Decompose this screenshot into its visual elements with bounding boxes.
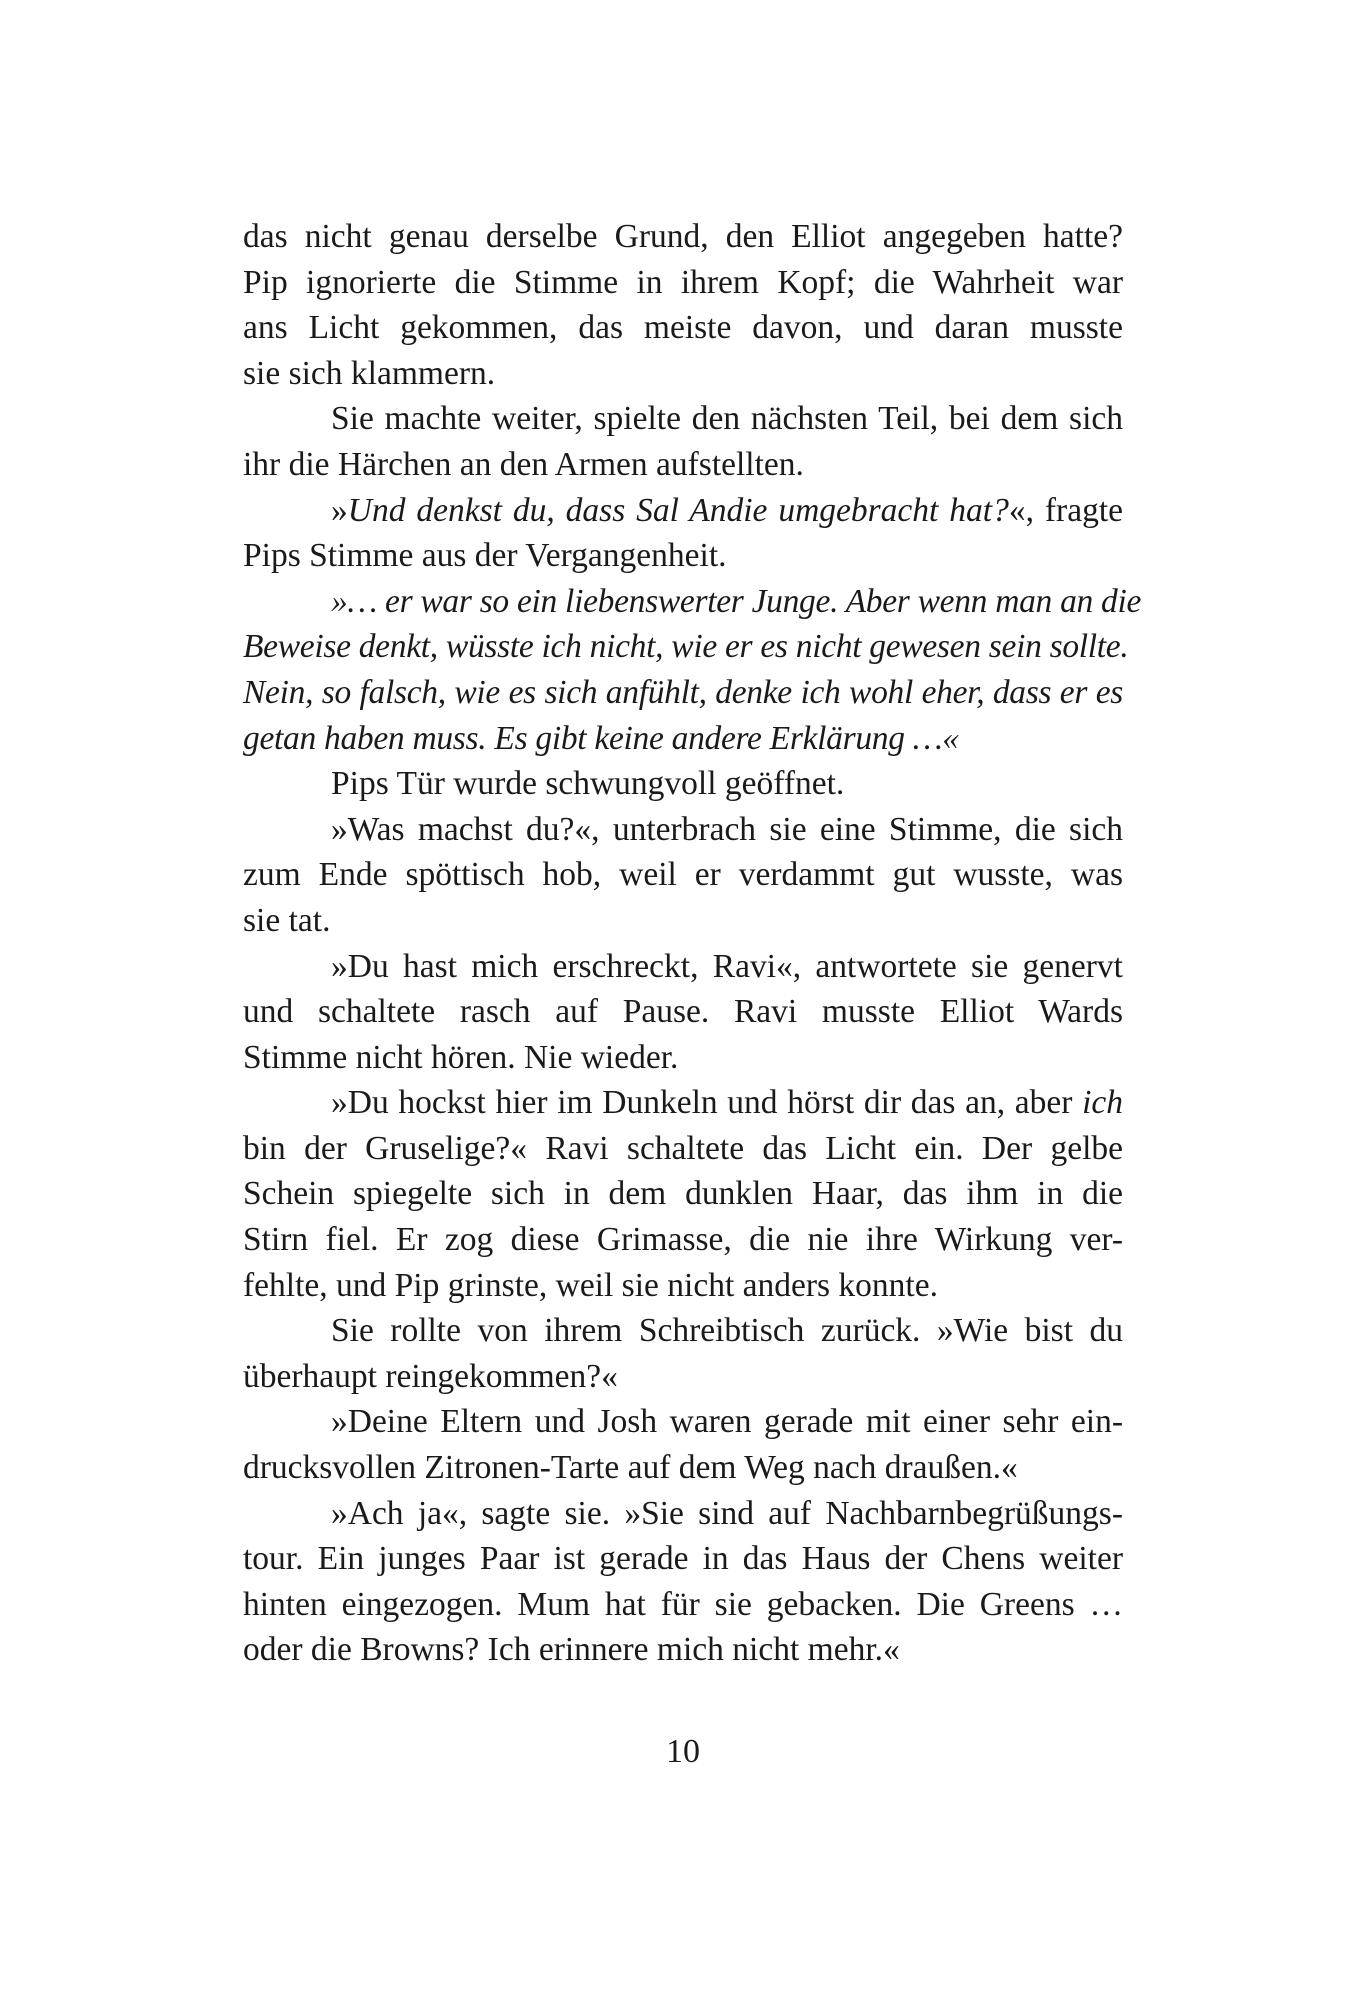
text-line: Pip ignorierte die Stimme in ihrem Kopf; die Wahrheit war (243, 263, 1123, 301)
text-line: »Deine Eltern und Josh waren gerade mit einer sehr ein- (331, 1403, 1123, 1441)
italic-quote: Und denkst du, dass Sal Andie umgebracht hat? (347, 491, 1009, 529)
paragraph-2 (243, 396, 1123, 487)
paragraph-1 (243, 214, 1123, 396)
paragraph-9 (243, 1308, 1123, 1399)
text-line: ans Licht gekommen, das meiste davon, und daran musste (243, 309, 1123, 347)
text-line (287, 488, 1123, 534)
text-line: zum Ende spöttisch hob, weil er verdammt gut wusste, was (243, 856, 1123, 894)
paragraph-4 (243, 579, 1142, 761)
text-line: Pips Stimme aus der Vergangenheit. (243, 537, 727, 575)
text-line: Stirn fiel. Er zog diese Grimasse, die nie ihre Wirkung ver- (243, 1221, 1123, 1259)
text-line: überhaupt reingekommen?« (243, 1357, 618, 1395)
text-line: sie tat. (243, 901, 331, 939)
text-line: »… er war so ein liebenswerter Junge. Aber wenn man an die (331, 582, 1142, 620)
paragraph-11 (243, 1491, 1123, 1673)
text-line: Schein spiegelte sich in dem dunklen Haar, das ihm in die (243, 1175, 1123, 1213)
text-line: fehlte, und Pip grinste, weil sie nicht anders konnte. (243, 1266, 938, 1304)
text-line: bin der Gruselige?« Ravi schaltete das Licht ein. Der gelbe (243, 1129, 1123, 1167)
paragraph-6 (243, 807, 1123, 944)
text-line: drucksvollen Zitronen-Tarte auf dem Weg nach draußen.« (243, 1449, 1018, 1487)
body-text (243, 214, 1142, 1673)
text-line: Sie machte weiter, spielte den nächsten Teil, bei dem sich (331, 400, 1123, 438)
text-line: »Ach ja«, sagte sie. »Sie sind auf Nachbarnbegrüßungs- (331, 1494, 1123, 1532)
text-line: oder die Browns? Ich erinnere mich nicht mehr.« (243, 1631, 900, 1669)
page-number: 10 (666, 1733, 700, 1770)
text-line (287, 1080, 1123, 1126)
paragraph-10 (243, 1399, 1123, 1490)
text-line: Stimme nicht hören. Nie wieder. (243, 1038, 679, 1076)
paragraph-7 (243, 944, 1123, 1081)
text-line: Pips Tür wurde schwungvoll geöffnet. (331, 765, 845, 803)
text-line: das nicht genau derselbe Grund, den Elliot angegeben hatte? (243, 218, 1123, 255)
text-line: Sie rollte von ihrem Schreibtisch zurück. »Wie bist du (331, 1312, 1123, 1350)
text-line: hinten eingezogen. Mum hat für sie gebacken. Die Greens … (243, 1585, 1123, 1623)
text-line: ihr die Härchen an den Armen aufstellten. (243, 445, 804, 483)
paragraph-5 (243, 761, 1123, 807)
paragraph-3 (243, 488, 1123, 579)
quote-after: «, fragte (1008, 491, 1123, 529)
quote-open: » (331, 491, 348, 529)
text-line: Beweise denkt, wüsste ich nicht, wie er es nicht gewesen sein sollte. (243, 628, 1129, 666)
text-line: »Du hast mich erschreckt, Ravi«, antwortete sie genervt (331, 947, 1123, 985)
text-line: getan haben muss. Es gibt keine andere Erklärung …« (243, 719, 959, 757)
text-segment: »Du hockst hier im Dunkeln und hörst dir das an, aber (331, 1084, 1073, 1122)
text-line: und schaltete rasch auf Pause. Ravi musste Elliot Wards (243, 993, 1123, 1031)
text-line: sie sich klammern. (243, 354, 496, 392)
paragraph-8 (243, 1080, 1123, 1308)
italic-word: ich (1082, 1084, 1123, 1122)
text-line: Nein, so falsch, wie es sich anfühlt, denke ich wohl eher, dass er es (243, 673, 1123, 711)
text-line: »Was machst du?«, unterbrach sie eine Stimme, die sich (331, 810, 1123, 848)
text-line: tour. Ein junges Paar ist gerade in das Haus der Chens weiter (243, 1540, 1123, 1578)
